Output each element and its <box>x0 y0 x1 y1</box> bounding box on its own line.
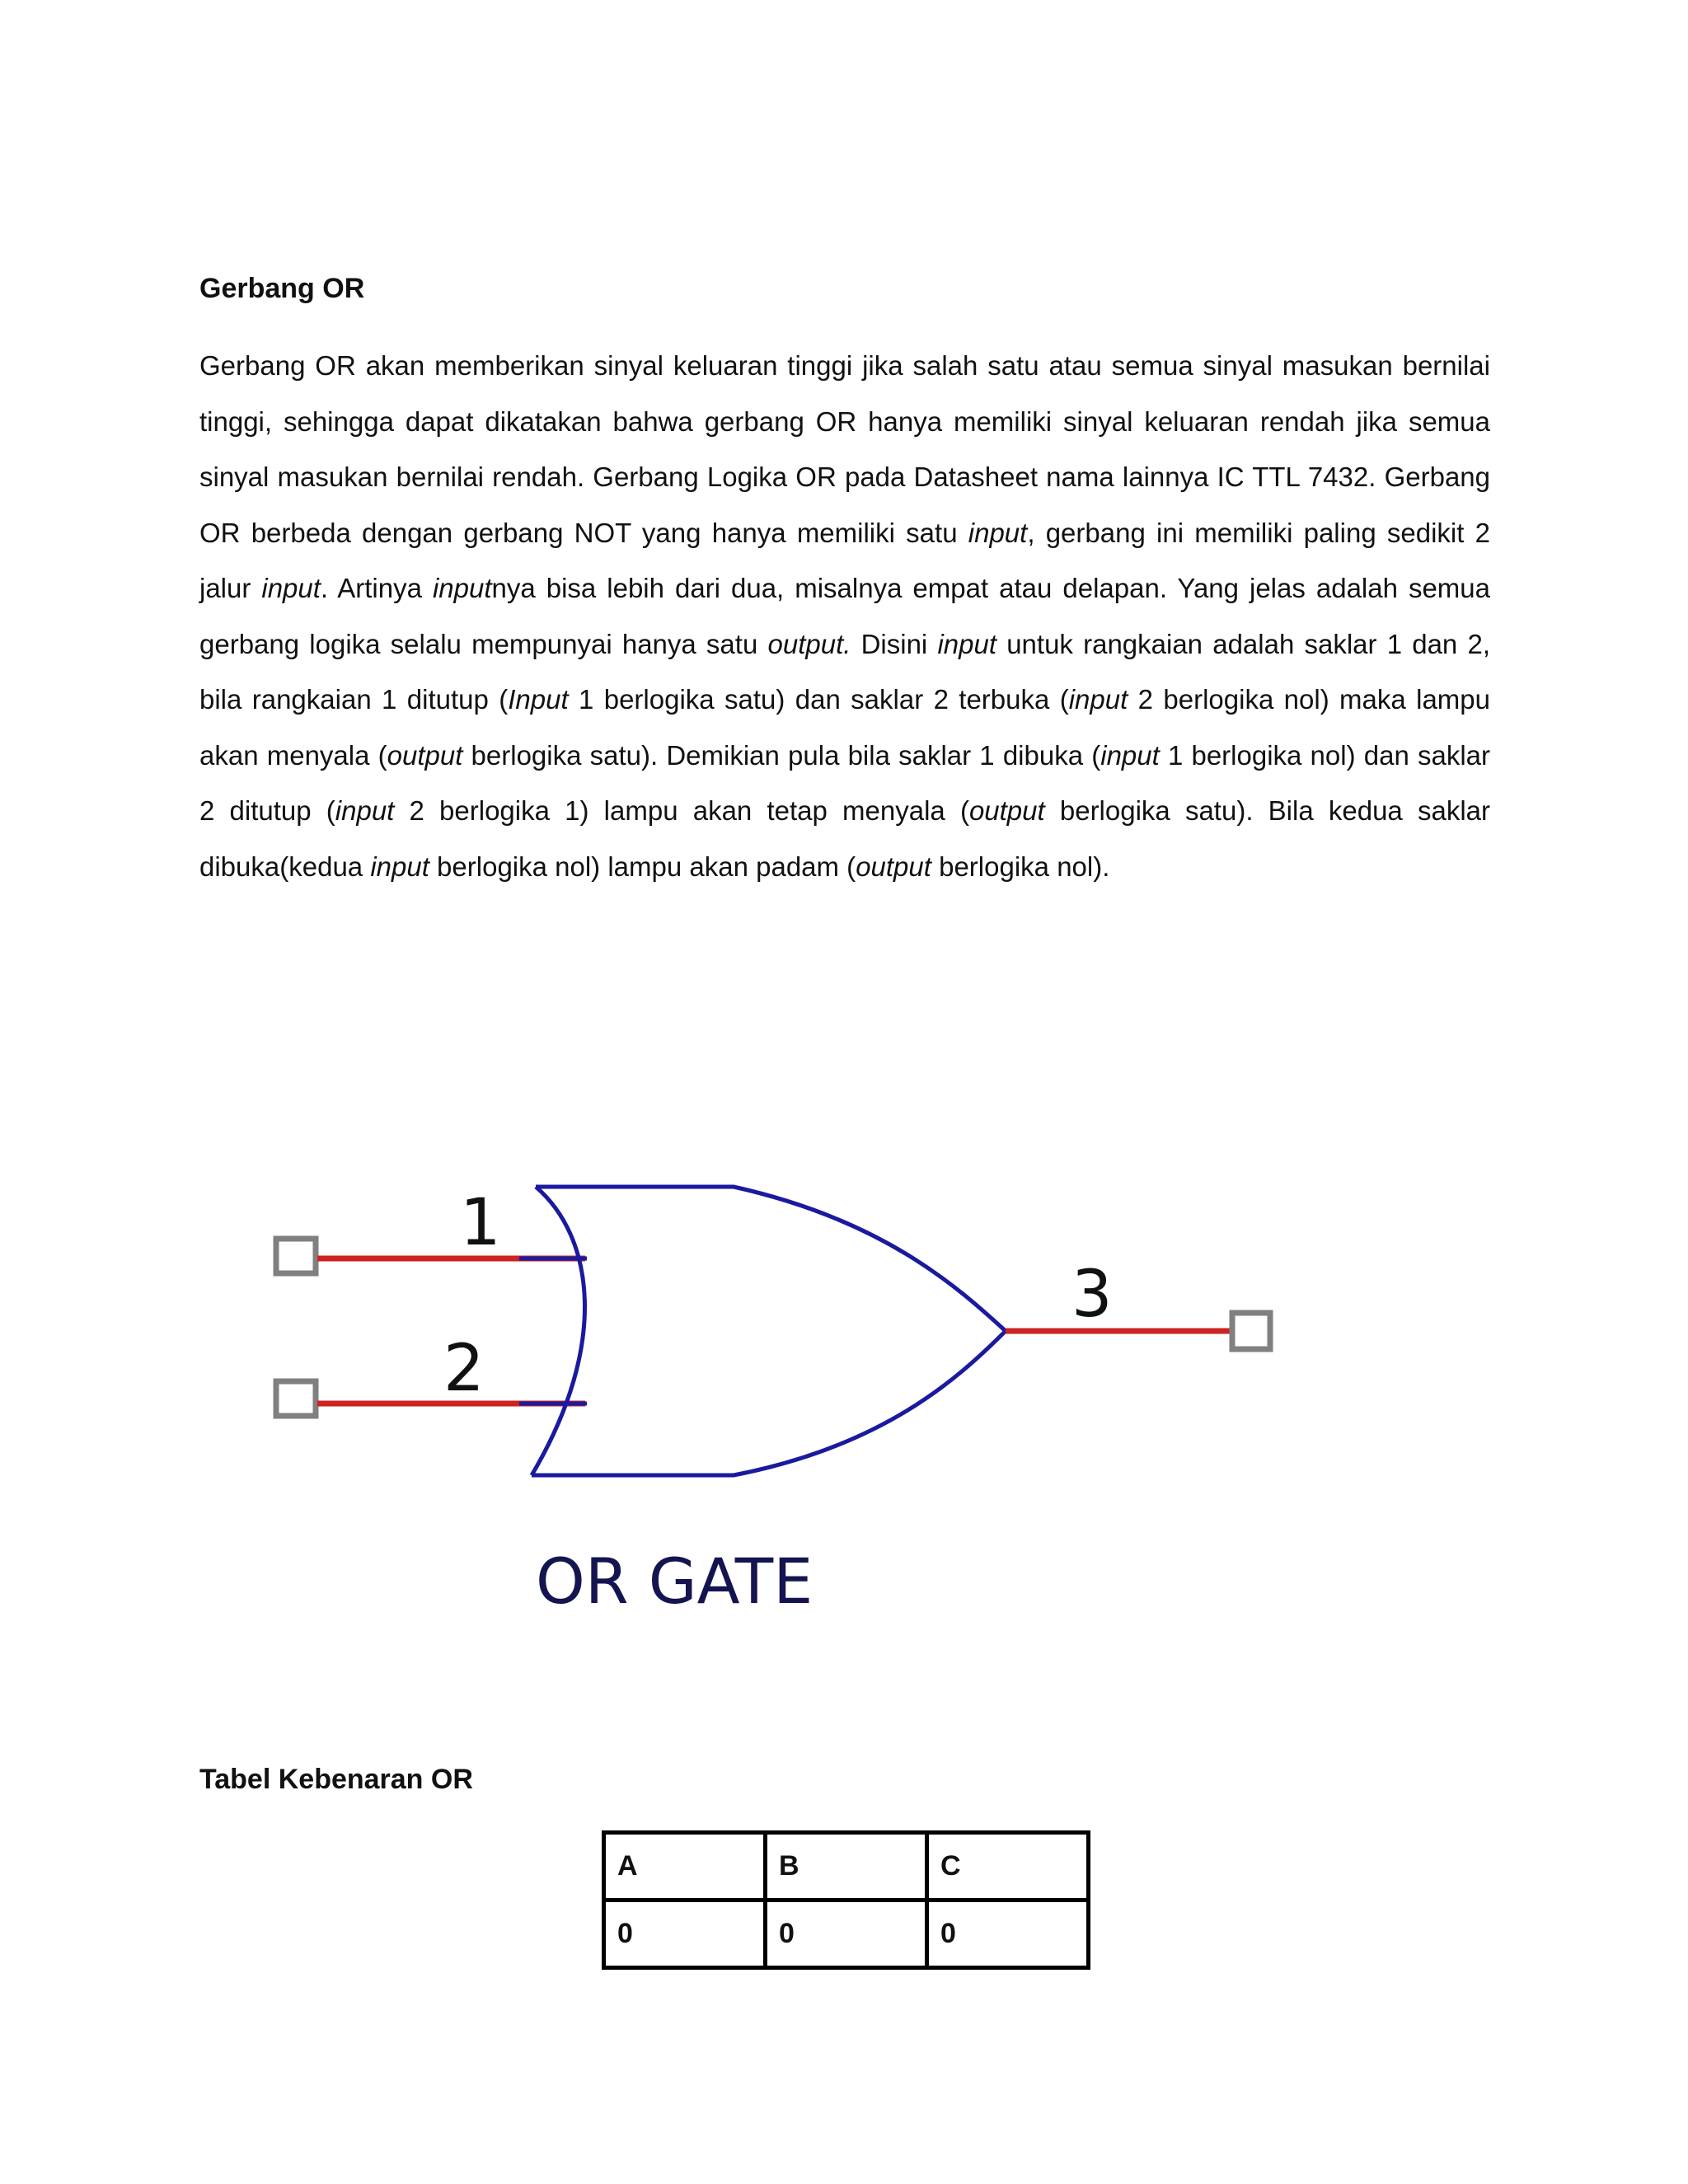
text-run: Disini <box>851 628 938 659</box>
pin-label-1: 1 <box>460 1186 501 1260</box>
italic-term: output <box>387 739 463 771</box>
header-cell-c: C <box>927 1833 1089 1900</box>
table-header-row <box>604 1833 1089 1900</box>
italic-term: output <box>968 795 1045 826</box>
output-terminal <box>1232 1313 1270 1349</box>
text-run: 1 berlogika nol) dan saklar 2 ditutup ( <box>199 739 1491 826</box>
table-cell: 0 <box>927 1900 1089 1968</box>
pin-label-2: 2 <box>443 1332 485 1406</box>
text-run: Gerbang OR akan memberikan sinyal keluaran tinggi jika salah satu atau semua sinyal masukan bernilai tinggi, sehingga dapat dikatakan bahwa gerbang OR hanya memiliki sinyal keluaran rendah jika semua sinyal masukan bernilai rendah. Gerbang Logika OR pada Datasheet nama lainnya IC TTL 7432. Gerbang OR berbeda dengan gerbang NOT yang hanya memiliki satu <box>199 350 1490 548</box>
table-row <box>604 1900 1089 1968</box>
text-run: untuk rangkaian adalah saklar 1 dan 2, bila rangkaian 1 ditutup ( <box>199 628 1490 715</box>
italic-term: input <box>261 573 321 603</box>
italic-term: input <box>937 628 997 659</box>
header-cell-b: B <box>766 1833 927 1900</box>
figure-caption: OR GATE <box>536 1544 814 1618</box>
italic-term: input <box>335 795 395 826</box>
text-run: . Artinya <box>320 573 433 603</box>
header-cell-a: A <box>604 1833 766 1900</box>
italic-term: Input <box>508 684 569 715</box>
italic-term: input <box>1068 684 1128 715</box>
italic-term: output. <box>767 628 851 659</box>
text-run: 2 berlogika nol) maka lampu akan menyala ( <box>199 684 1491 771</box>
text-run: berlogika satu). Bila kedua saklar dibuka(kedua <box>199 795 1490 882</box>
italic-term: input <box>370 851 429 882</box>
text-run: berlogika satu). Demikian pula bila saklar 1 dibuka ( <box>462 739 1101 771</box>
text-run: 2 berlogika 1) lampu akan tetap menyala ( <box>394 795 969 826</box>
table-title: Tabel Kebenaran OR <box>199 1764 473 1795</box>
italic-term: input <box>1100 739 1160 771</box>
italic-term: input <box>432 573 492 603</box>
truth-table <box>602 1830 1090 1970</box>
text-run: 1 berlogika satu) dan saklar 2 terbuka ( <box>568 684 1069 715</box>
text-run: berlogika nol). <box>931 851 1110 882</box>
or-gate-figure <box>247 1129 1319 1640</box>
text-run: berlogika nol) lampu akan padam ( <box>429 851 856 882</box>
table-cell: 0 <box>604 1900 766 1968</box>
input-terminal-2 <box>276 1381 316 1416</box>
body-paragraph <box>199 338 1490 894</box>
text-run: nya bisa lebih dari dua, misalnya empat atau delapan. Yang jelas adalah semua gerbang logika selalu mempunyai hanya satu <box>199 573 1490 659</box>
italic-term: input <box>968 517 1028 548</box>
section-title: Gerbang OR <box>199 273 365 304</box>
table-cell: 0 <box>766 1900 927 1968</box>
pin-label-3: 3 <box>1071 1258 1113 1332</box>
text-run: , gerbang ini memiliki paling sedikit 2 jalur <box>199 517 1490 603</box>
input-terminal-1 <box>276 1239 316 1273</box>
italic-term: output <box>856 851 931 882</box>
or-gate-symbol <box>519 1187 1006 1475</box>
